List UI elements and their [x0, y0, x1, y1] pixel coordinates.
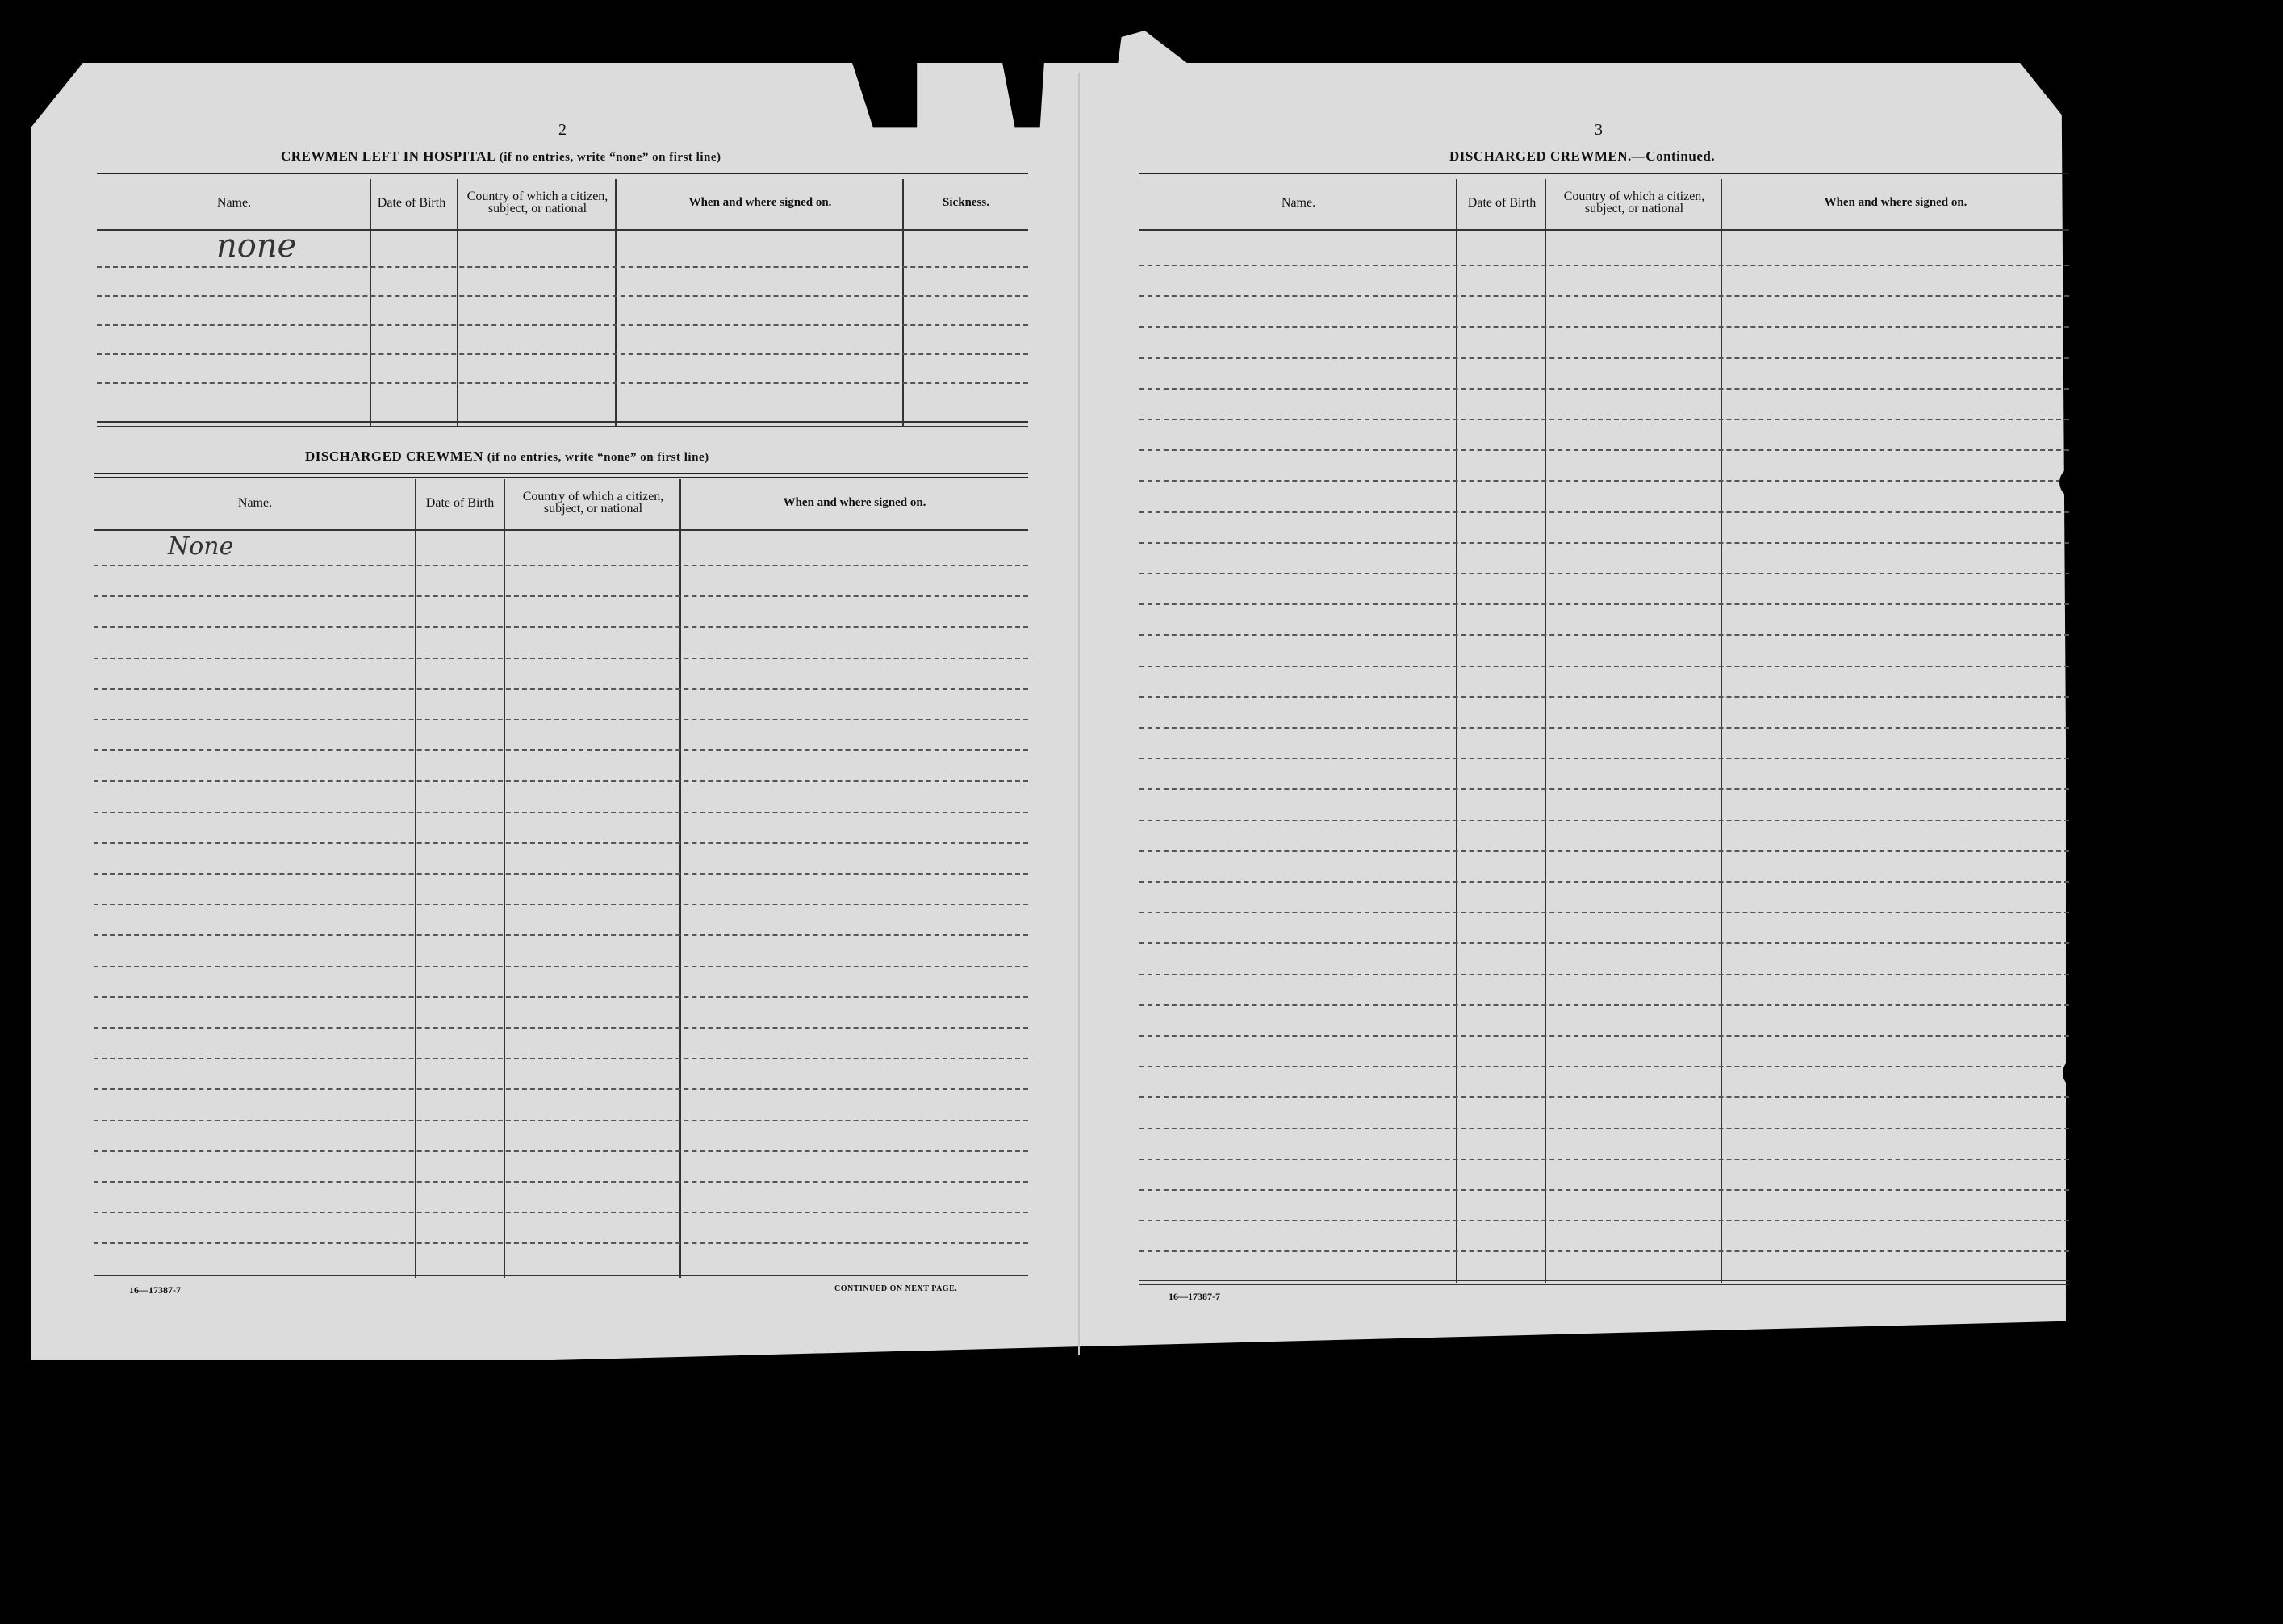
ruled-line — [1139, 603, 2069, 605]
ruled-line — [1139, 1004, 2069, 1006]
ruled-line — [94, 1088, 1028, 1090]
ruled-line — [94, 719, 1028, 720]
punch-hole — [2059, 466, 2092, 499]
ruled-line — [1139, 1128, 2069, 1129]
col-header-country: Country of which a citizen, subject, or national — [466, 190, 608, 215]
form-number-right: 16—17387-7 — [1169, 1291, 1220, 1302]
ruled-line — [1139, 357, 2069, 359]
col-header-when-where: When and where signed on. — [1824, 195, 1967, 209]
ruled-line — [94, 812, 1028, 813]
ruled-line — [1139, 419, 2069, 420]
center-fold — [1078, 73, 1080, 1355]
punch-hole — [2079, 1097, 2111, 1129]
hospital-table — [97, 173, 1028, 428]
punch-hole — [2063, 1057, 2095, 1089]
ruled-line — [94, 1150, 1028, 1152]
ruled-line — [1139, 634, 2069, 636]
col-header-dob: Date of Birth — [425, 495, 495, 510]
ruled-line — [1139, 449, 2069, 451]
col-header-name: Name. — [216, 195, 252, 210]
ruled-line — [1139, 820, 2069, 821]
ruled-line — [1139, 881, 2069, 883]
hospital-section-title: CREWMEN LEFT IN HOSPITAL (if no entries, write “none” on first line) — [281, 148, 721, 164]
ruled-line — [94, 626, 1028, 628]
handwritten-none-discharged: None — [168, 532, 234, 561]
ruled-line — [1139, 295, 2069, 297]
ruled-line — [94, 1120, 1028, 1121]
ruled-line — [1139, 974, 2069, 975]
punch-hole — [2106, 505, 2139, 537]
ruled-line — [94, 1058, 1028, 1059]
col-header-name: Name. — [237, 495, 273, 510]
ruled-line — [1139, 1096, 2069, 1098]
ruled-line — [1139, 727, 2069, 729]
ruled-line — [1139, 326, 2069, 328]
ruled-line — [1139, 1066, 2069, 1067]
ruled-line — [1139, 511, 2069, 513]
ruled-line — [1139, 850, 2069, 852]
ruled-line — [94, 966, 1028, 967]
ruled-line — [1139, 388, 2069, 390]
col-header-when-where: When and where signed on. — [783, 495, 926, 509]
ruled-line — [94, 934, 1028, 936]
ruled-line — [1139, 573, 2069, 574]
ruled-line — [1139, 265, 2069, 266]
ruled-line — [1139, 542, 2069, 544]
ruled-line — [1139, 666, 2069, 667]
ruled-line — [1139, 1250, 2069, 1252]
ruled-line — [1139, 912, 2069, 913]
ruled-line — [1139, 1189, 2069, 1191]
ruled-line — [1139, 696, 2069, 698]
continued-note: CONTINUED ON NEXT PAGE. — [834, 1284, 958, 1293]
discharged-table-right — [1139, 173, 2069, 1286]
ruled-line — [94, 904, 1028, 905]
col-header-when-where: When and where signed on. — [688, 195, 832, 209]
paper-torn-tab — [1114, 31, 1191, 95]
col-header-country: Country of which a citizen, subject, or national — [522, 490, 664, 516]
ruled-line — [94, 595, 1028, 597]
ruled-line — [1139, 1159, 2069, 1160]
ruled-line — [94, 1181, 1028, 1183]
discharged-section-title: DISCHARGED CREWMEN (if no entries, write “none” on first line) — [305, 449, 709, 464]
ruled-line — [94, 658, 1028, 659]
ruled-line — [1139, 758, 2069, 759]
ruled-line — [94, 780, 1028, 782]
discharged-continued-title: DISCHARGED CREWMEN.—Continued. — [1449, 148, 1716, 164]
ruled-line — [94, 565, 1028, 566]
col-header-dob: Date of Birth — [1467, 195, 1537, 210]
page-number-right: 3 — [1595, 121, 1603, 139]
ruled-line — [1139, 788, 2069, 790]
form-number-left: 16—17387-7 — [129, 1284, 181, 1296]
ruled-line — [94, 688, 1028, 690]
ruled-line — [94, 1242, 1028, 1244]
ruled-line — [1139, 942, 2069, 944]
handwritten-none-hospital: none — [216, 228, 297, 265]
ruled-line — [94, 996, 1028, 998]
ruled-line — [94, 842, 1028, 844]
ruled-line — [1139, 480, 2069, 482]
discharged-table-left — [94, 473, 1028, 1281]
ruled-line — [94, 749, 1028, 751]
ruled-line — [1139, 1220, 2069, 1221]
ruled-line — [94, 1027, 1028, 1029]
ruled-line — [94, 873, 1028, 875]
col-header-dob: Date of Birth — [377, 195, 446, 210]
col-header-name: Name. — [1281, 195, 1316, 210]
col-header-country: Country of which a citizen, subject, or national — [1563, 190, 1705, 215]
page-number-left: 2 — [558, 121, 567, 139]
col-header-sickness: Sickness. — [943, 195, 989, 209]
ruled-line — [94, 1212, 1028, 1213]
ruled-line — [1139, 1035, 2069, 1037]
